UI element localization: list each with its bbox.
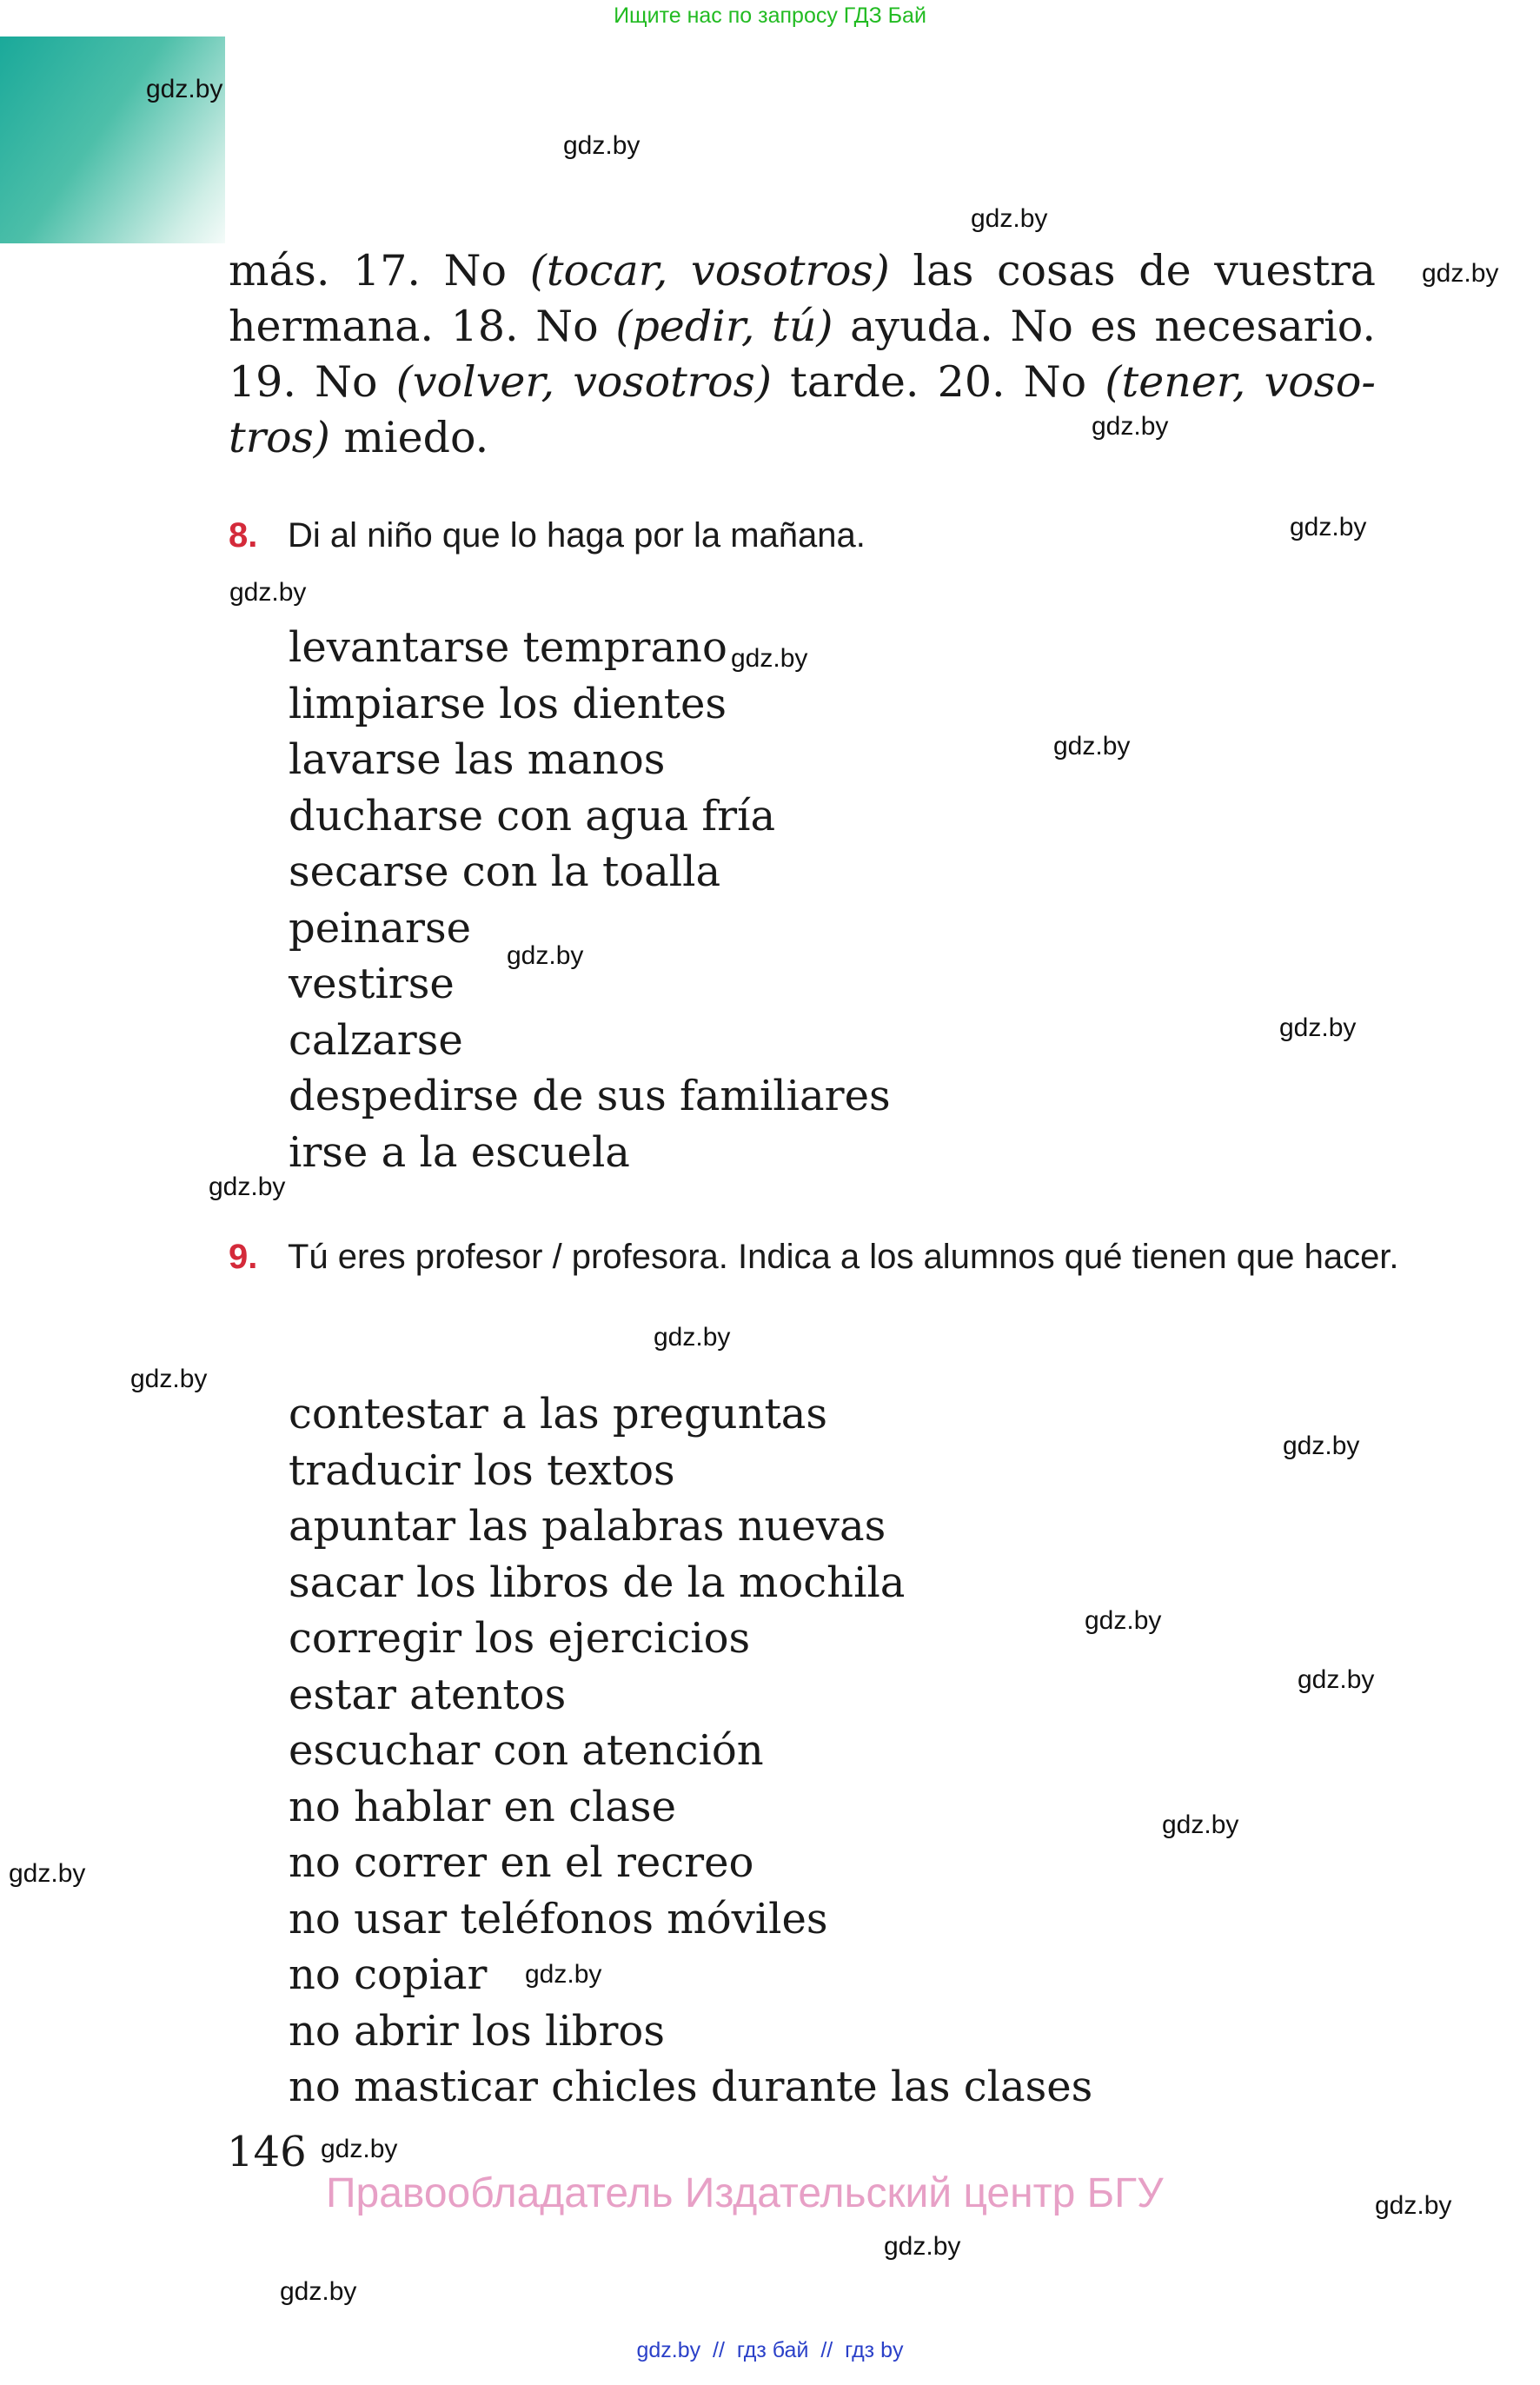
watermark: gdz.by <box>1298 1665 1375 1694</box>
list-item: sacar los libros de la mochila <box>289 1558 906 1607</box>
exercise-number: 9. <box>229 1238 258 1276</box>
exercise-instruction: Tú eres profesor / profesora. Indica a los alumnos qué tienen que hacer. <box>288 1238 1399 1276</box>
exercise-9-heading <box>229 1234 1409 1280</box>
list-item: despedirse de sus familiares <box>289 1072 891 1120</box>
corner-color-tab <box>0 37 225 243</box>
watermark: gdz.by <box>1279 1013 1357 1042</box>
list-item: apuntar las palabras nuevas <box>289 1502 886 1551</box>
list-item: no copiar <box>289 1950 488 1999</box>
list-item: traducir los textos <box>289 1445 675 1495</box>
watermark: gdz.by <box>9 1859 86 1888</box>
list-item: ducharse con agua fría <box>289 791 776 840</box>
list-item: peinarse <box>289 903 471 953</box>
watermark: gdz.by <box>1092 412 1169 441</box>
watermark: gdz.by <box>1085 1606 1162 1635</box>
list-item: contestar a las preguntas <box>289 1390 828 1438</box>
list-item: vestirse <box>289 960 455 1008</box>
list-item: escuchar con atención <box>289 1726 764 1775</box>
watermark: gdz.by <box>731 644 808 673</box>
watermark: gdz.by <box>971 204 1048 233</box>
top-banner: Ищите нас по запросу ГДЗ Бай <box>614 3 926 28</box>
watermark: gdz.by <box>209 1173 286 1201</box>
watermark: gdz.by <box>146 75 223 103</box>
watermark: gdz.by <box>280 2277 357 2306</box>
watermark: gdz.by <box>321 2135 398 2163</box>
watermark: gdz.by <box>1290 513 1367 541</box>
watermark: gdz.by <box>1283 1432 1360 1460</box>
exercise-9-list <box>289 1386 1092 2116</box>
watermark: gdz.by <box>525 1960 602 1989</box>
watermark: gdz.by <box>563 131 641 160</box>
list-item: no hablar en clase <box>289 1782 676 1831</box>
copyright-notice: Правообладатель Издательский центр БГУ <box>326 2170 1164 2216</box>
list-item: calzarse <box>289 1015 463 1065</box>
intro-line-2: hermana. 18. No (pedir, tú) ayuda. No es necesario. <box>229 302 1376 351</box>
watermark: gdz.by <box>884 2232 961 2261</box>
watermark: gdz.by <box>507 941 584 970</box>
watermark: gdz.by <box>1375 2191 1452 2220</box>
list-item: levantarse temprano <box>289 623 727 672</box>
watermark: gdz.by <box>130 1365 208 1393</box>
list-item: secarse con la toalla <box>289 847 721 896</box>
list-item: no masticar chicles durante las clases <box>289 2063 1093 2111</box>
watermark: gdz.by <box>654 1323 731 1352</box>
page-number: 146 <box>227 2128 307 2176</box>
list-item: estar atentos <box>289 1670 567 1719</box>
exercise-8-list <box>289 620 891 1180</box>
watermark: gdz.by <box>1162 1810 1239 1839</box>
list-item: lavarse las manos <box>289 735 666 784</box>
intro-line-3: 19. No (volver, vosotros) tarde. 20. No (tener, voso- <box>229 357 1376 407</box>
exercise-8-heading <box>229 513 1409 559</box>
footer-links[interactable]: gdz.by // гдз бай // гдз by <box>636 2338 904 2362</box>
list-item: limpiarse los dientes <box>289 679 727 728</box>
watermark: gdz.by <box>1422 259 1499 288</box>
list-item: irse a la escuela <box>289 1127 630 1177</box>
exercise-number: 8. <box>229 516 258 555</box>
exercise-instruction: Di al niño que lo haga por la mañana. <box>288 516 866 555</box>
intro-line-4: tros) miedo. <box>229 413 489 462</box>
list-item: corregir los ejercicios <box>289 1614 751 1663</box>
watermark: gdz.by <box>229 578 307 607</box>
watermark: gdz.by <box>1053 732 1131 761</box>
list-item: no correr en el recreo <box>289 1838 754 1887</box>
list-item: no usar teléfonos móviles <box>289 1894 828 1943</box>
list-item: no abrir los libros <box>289 2006 665 2056</box>
intro-line-1: más. 17. No (tocar, vosotros) las cosas de vuestra <box>229 246 1376 296</box>
